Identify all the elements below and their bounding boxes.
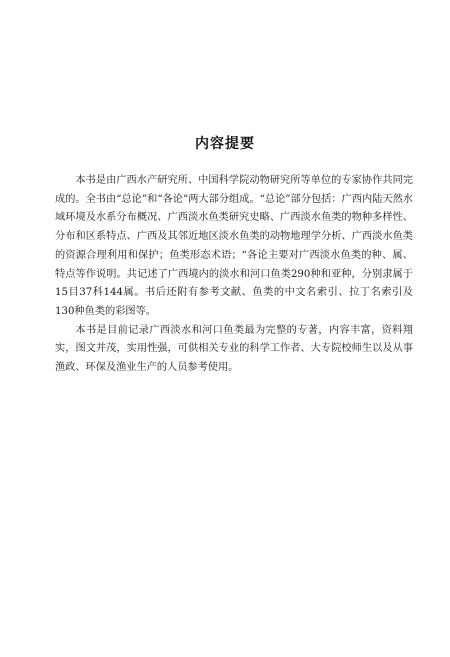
summary-body: [55, 172, 413, 378]
page-title: 内容提要: [195, 136, 255, 152]
paragraph-overview: 本书是由广西水产研究所、中国科学院动物研究所等单位的专家协作共同完成的。全书由“总论”和“各论”两大部分组成。“总论”部分包括：广西内陆天然水域环境及水系分布概况、广西淡水鱼类研究史略、广西淡水鱼类的物种多样性、分布和区系特点、广西及其邻近地区淡水鱼类的动物地理学分析、广西淡水鱼类的资源合理利用和保护；鱼类形态术语；“各论主要对广西淡水鱼类的种、属、特点等作说明。共记述了广西境内的淡水和河口鱼类290种和亚种，分别隶属于15目37科144属。书后还附有参考文献、鱼类的中文名索引、拉丁名索引及130种鱼类的彩图等。: [55, 175, 413, 317]
paragraph-usage: 本书是目前记录广西淡水和河口鱼类最为完整的专著，内容丰富，资料翔实，图文并茂，实用性强，可供相关专业的科学工作者、大专院校师生以及从事渔政、环保及渔业生产的人员参考使用。: [55, 324, 413, 374]
